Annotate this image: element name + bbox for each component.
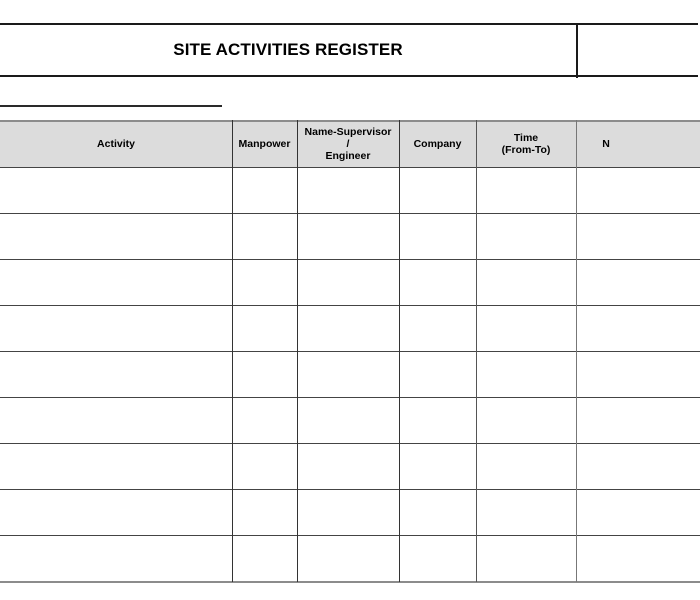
grid-line bbox=[0, 581, 700, 583]
grid-line bbox=[576, 120, 577, 582]
grid-line bbox=[399, 120, 400, 582]
grid-line bbox=[0, 351, 700, 352]
table-row[interactable] bbox=[0, 168, 700, 214]
grid-line bbox=[0, 167, 700, 168]
grid-line bbox=[0, 305, 700, 306]
table-row[interactable] bbox=[0, 536, 700, 582]
column-header-company: Company bbox=[413, 138, 462, 150]
header-line: Engineer bbox=[325, 150, 371, 162]
table-row[interactable] bbox=[0, 444, 700, 490]
column-header-activity: Activity bbox=[97, 138, 135, 150]
column-header-truncated: N bbox=[602, 138, 610, 150]
column-header-time bbox=[476, 120, 576, 168]
table-row[interactable] bbox=[0, 490, 700, 536]
table-row[interactable] bbox=[0, 214, 700, 260]
grid-line bbox=[232, 120, 233, 582]
date-entry-line[interactable] bbox=[0, 105, 222, 107]
grid-line bbox=[0, 489, 700, 490]
grid-line bbox=[0, 535, 700, 536]
column-header-manpower: Manpower bbox=[238, 138, 291, 150]
table-row[interactable] bbox=[0, 306, 700, 352]
grid-line bbox=[0, 443, 700, 444]
title-divider bbox=[576, 23, 578, 78]
table-row[interactable] bbox=[0, 352, 700, 398]
grid-line bbox=[0, 213, 700, 214]
grid-line bbox=[0, 397, 700, 398]
grid-line bbox=[297, 120, 298, 582]
header-line: (From-To) bbox=[501, 144, 551, 156]
grid-line bbox=[476, 120, 477, 582]
table-row[interactable] bbox=[0, 260, 700, 306]
column-header-supervisor bbox=[297, 120, 399, 168]
header-line: Time bbox=[513, 132, 539, 144]
header-line: / bbox=[346, 138, 350, 150]
table-row[interactable] bbox=[0, 398, 700, 444]
grid-line bbox=[0, 259, 700, 260]
header-line: Name-Supervisor bbox=[304, 126, 392, 138]
document-title: SITE ACTIVITIES REGISTER bbox=[173, 40, 403, 59]
